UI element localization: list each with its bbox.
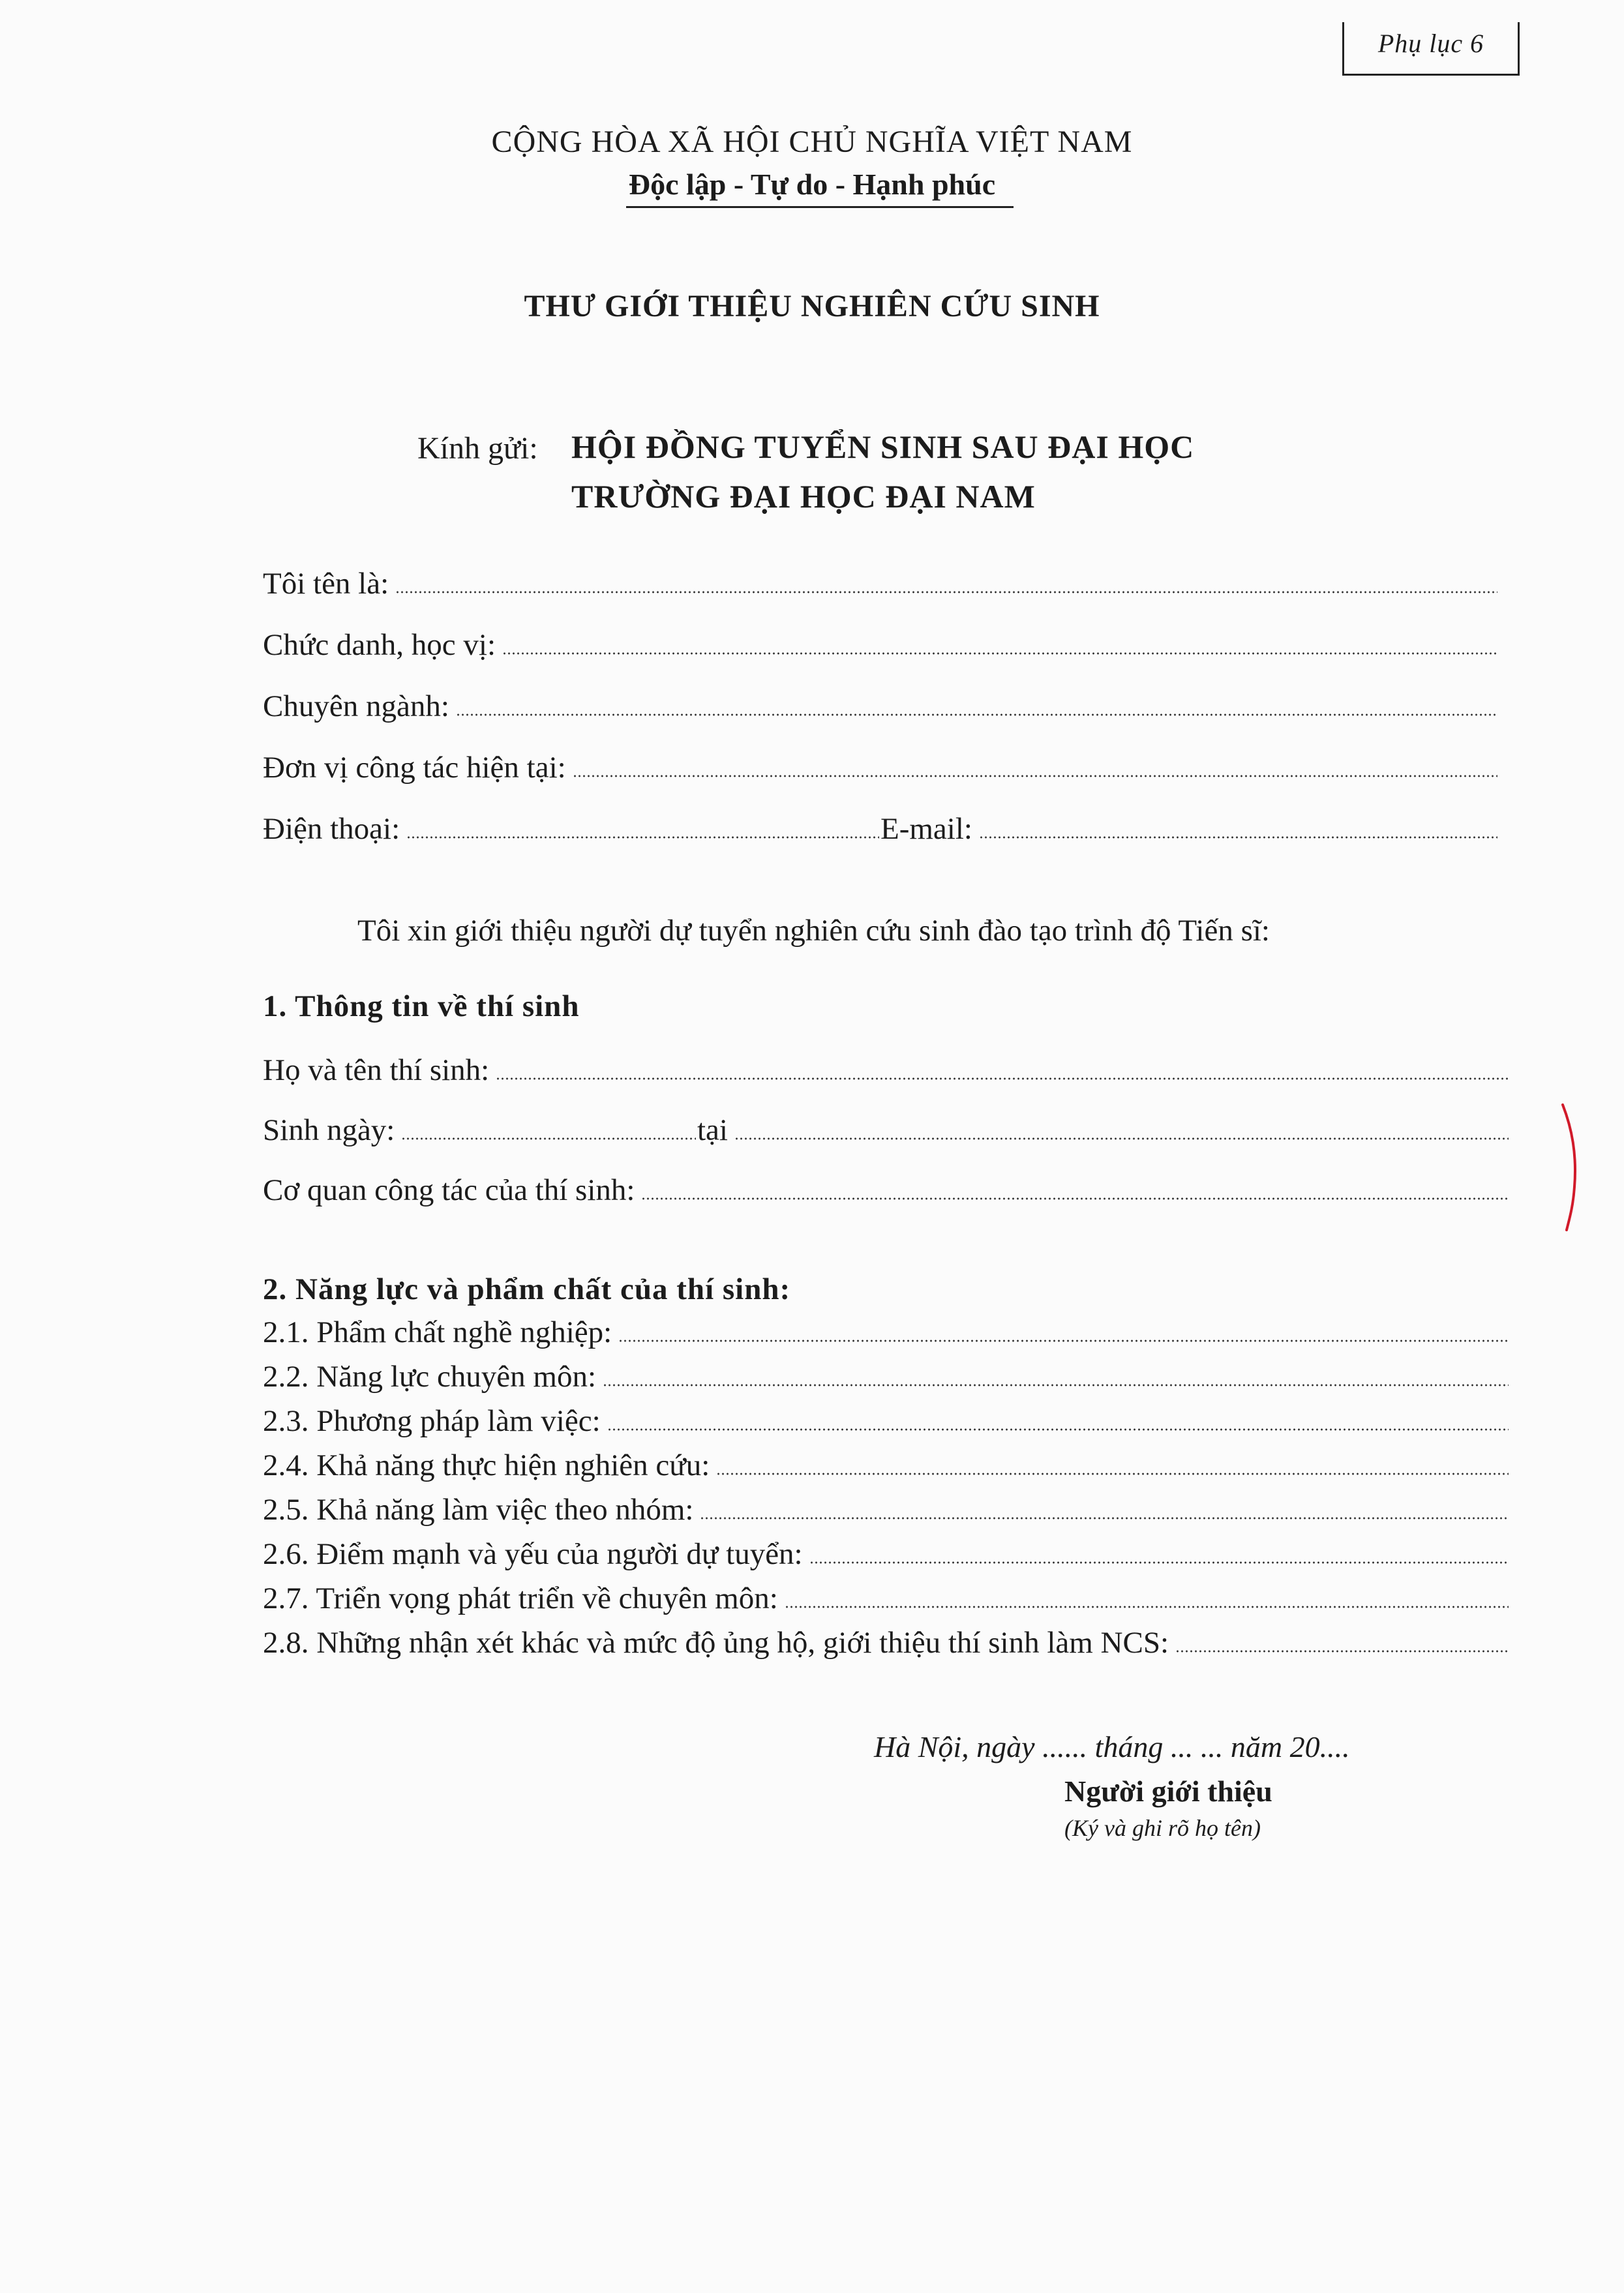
fill-line: [716, 1473, 1509, 1475]
referee-email-field[interactable]: [880, 811, 1497, 847]
field-label: 2.2. Năng lực chuyên môn:: [263, 1360, 597, 1394]
fill-line: [395, 591, 1497, 593]
quality-field-2-4[interactable]: [263, 1448, 1509, 1483]
fill-line: [406, 836, 879, 839]
recipient-label: Kính gửi:: [417, 431, 538, 466]
field-label: Sinh ngày:: [263, 1113, 395, 1147]
fill-line: [979, 836, 1497, 839]
recipient-line-2: TRƯỜNG ĐẠI HỌC ĐẠI NAM: [571, 478, 1036, 515]
red-pen-mark: [1557, 1102, 1584, 1233]
fill-line: [700, 1517, 1509, 1520]
field-label: Đơn vị công tác hiện tại:: [263, 751, 566, 785]
fill-line: [573, 775, 1497, 777]
referee-major-field[interactable]: [263, 689, 1497, 724]
fill-line: [785, 1606, 1509, 1608]
signature-note: (Ký và ghi rõ họ tên): [1064, 1815, 1261, 1841]
fill-line: [641, 1197, 1509, 1200]
field-label: 2.4. Khả năng thực hiện nghiên cứu:: [263, 1448, 710, 1482]
field-label: 2.7. Triển vọng phát triển về chuyên môn:: [263, 1581, 778, 1615]
quality-field-2-2[interactable]: [263, 1359, 1509, 1394]
quality-field-2-7[interactable]: [263, 1581, 1509, 1616]
field-label: tại: [697, 1113, 728, 1147]
quality-field-2-8[interactable]: [263, 1625, 1509, 1660]
field-label: Cơ quan công tác của thí sinh:: [263, 1173, 635, 1207]
fill-line: [456, 713, 1497, 716]
appendix-label: Phụ lục 6: [1342, 22, 1520, 76]
field-label: Tôi tên là:: [263, 567, 389, 601]
fill-line: [734, 1137, 1509, 1140]
intro-text: Tôi xin giới thiệu người dự tuyển nghiên cứu sinh đào tạo trình độ Tiến sĩ:: [357, 914, 1270, 948]
section-1-heading: 1. Thông tin về thí sinh: [263, 989, 580, 1023]
fill-line: [401, 1137, 696, 1140]
field-label: 2.6. Điểm mạnh và yếu của người dự tuyển:: [263, 1537, 803, 1571]
referee-phone-field[interactable]: [263, 811, 879, 847]
referee-workplace-field[interactable]: [263, 750, 1497, 785]
signature-date-line: Hà Nội, ngày ...... tháng ... ... năm 20....: [874, 1730, 1350, 1763]
candidate-agency-field[interactable]: [263, 1173, 1509, 1208]
field-label: 2.8. Những nhận xét khác và mức độ ủng hộ, giới thiệu thí sinh làm NCS:: [263, 1626, 1169, 1660]
fill-line: [1175, 1650, 1509, 1653]
field-label: Điện thoại:: [263, 812, 400, 846]
field-label: Họ và tên thí sinh:: [263, 1053, 490, 1087]
field-label: E-mail:: [880, 812, 972, 846]
candidate-dob-field[interactable]: [263, 1113, 696, 1148]
quality-field-2-1[interactable]: [263, 1315, 1509, 1350]
fill-line: [618, 1340, 1509, 1342]
field-label: Chức danh, học vị:: [263, 628, 496, 662]
nation-header: CỘNG HÒA XÃ HỘI CHỦ NGHĨA VIỆT NAM: [491, 125, 1133, 159]
fill-line: [603, 1384, 1509, 1386]
recipient-line-1: HỘI ĐỒNG TUYỂN SINH SAU ĐẠI HỌC: [571, 428, 1195, 465]
quality-field-2-3[interactable]: [263, 1403, 1509, 1439]
fill-line: [809, 1561, 1509, 1564]
field-label: 2.1. Phẩm chất nghề nghiệp:: [263, 1315, 612, 1349]
quality-field-2-5[interactable]: [263, 1492, 1509, 1527]
candidate-birthplace-field[interactable]: [697, 1113, 1509, 1148]
document-title: THƯ GIỚI THIỆU NGHIÊN CỨU SINH: [524, 289, 1100, 323]
motto: [0, 167, 1624, 204]
referee-name-field[interactable]: [263, 566, 1497, 601]
section-2-heading: 2. Năng lực và phẩm chất của thí sinh:: [263, 1272, 791, 1306]
quality-field-2-6[interactable]: [263, 1536, 1509, 1572]
fill-line: [607, 1428, 1509, 1431]
referee-title-field[interactable]: [263, 627, 1497, 663]
field-label: 2.3. Phương pháp làm việc:: [263, 1404, 601, 1438]
candidate-name-field[interactable]: [263, 1053, 1509, 1088]
field-label: 2.5. Khả năng làm việc theo nhóm:: [263, 1493, 694, 1527]
field-label: Chuyên ngành:: [263, 689, 449, 723]
motto-text: Độc lập - Tự do - Hạnh phúc: [629, 167, 995, 204]
signature-title: Người giới thiệu: [1064, 1775, 1272, 1808]
fill-line: [496, 1077, 1509, 1080]
fill-line: [502, 652, 1497, 655]
